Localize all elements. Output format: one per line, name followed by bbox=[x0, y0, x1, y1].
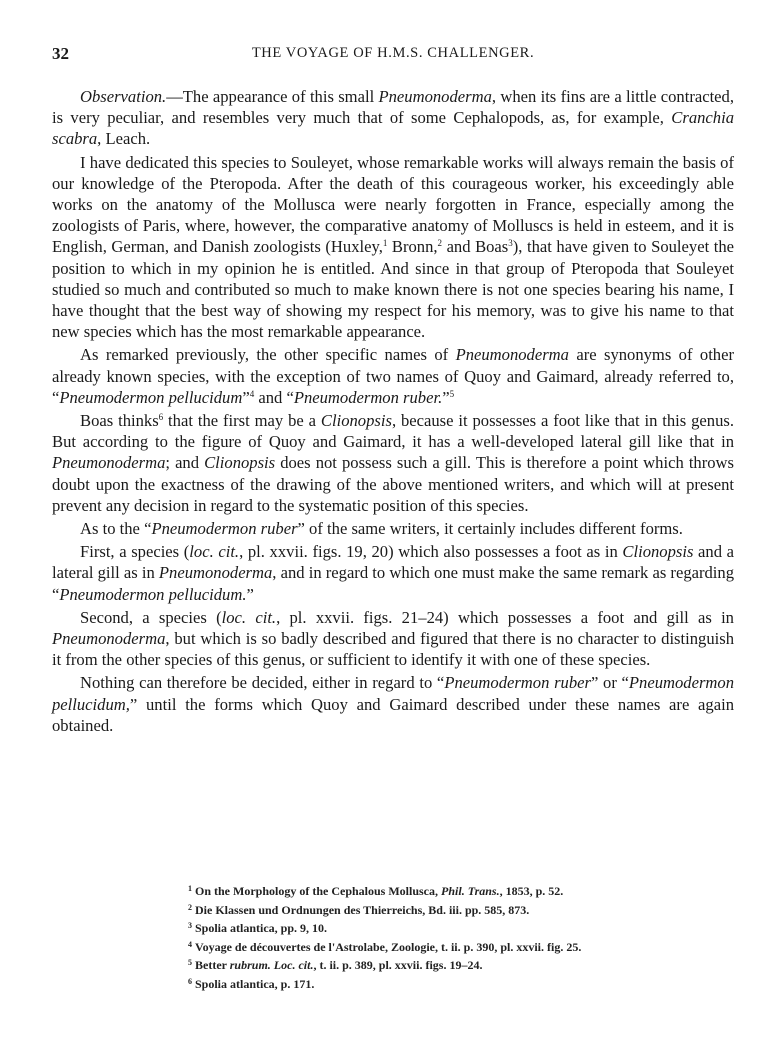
text-run: does not possess such a gill. This is therefore a point which throws doubt upon the exactness of the drawing of the above mentioned writers, and which will at present prevent any decision in regard to the systematic position of this species. bbox=[52, 453, 734, 515]
italic-text: Clionopsis bbox=[204, 453, 276, 473]
text-run: ” bbox=[242, 387, 250, 407]
text-run: and a lateral gill as in bbox=[52, 542, 735, 583]
text-run: , pl. xxvii. figs. 19, 20) which also possesses a foot as in bbox=[239, 542, 623, 562]
paragraph bbox=[52, 410, 734, 516]
text-run: ” or “ bbox=[590, 673, 629, 693]
text-run: First, a species ( bbox=[80, 542, 190, 562]
paragraph bbox=[52, 152, 734, 343]
footnote-mark: 5 bbox=[188, 958, 192, 968]
text-run: that the first may be a bbox=[163, 411, 321, 431]
italic-text: Pneumonoderma bbox=[158, 563, 273, 583]
text-run: , and in regard to which one must make the same remark as regarding “ bbox=[52, 563, 735, 604]
text-run: On the Morphology of the Cephalous Mollusca, bbox=[195, 884, 442, 898]
footnote-reference: 4 bbox=[249, 388, 255, 399]
page-header bbox=[52, 44, 734, 68]
footnote bbox=[188, 955, 658, 974]
text-run: Boas thinks bbox=[80, 411, 159, 431]
text-run: Spolia atlantica, pp. 9, 10. bbox=[195, 921, 328, 936]
footnote bbox=[188, 918, 658, 937]
text-run: ” bbox=[246, 584, 254, 604]
footnote bbox=[188, 881, 658, 900]
italic-text: Observation. bbox=[80, 87, 167, 106]
italic-text: Loc. cit. bbox=[273, 958, 314, 973]
footnote bbox=[188, 937, 658, 956]
body-text bbox=[52, 86, 734, 738]
text-run: ” until the forms which Quoy and Gaimard described under these names are again obtained. bbox=[52, 694, 734, 735]
text-run: ; and bbox=[165, 453, 205, 473]
italic-text: Phil. Trans. bbox=[441, 884, 500, 898]
text-run: , t. ii. p. 389, pl. xxvii. figs. 19–24. bbox=[313, 958, 483, 973]
italic-text: Cranchia scabra bbox=[52, 108, 734, 149]
italic-text: Pneumonoderma bbox=[455, 345, 569, 365]
paragraph bbox=[52, 607, 734, 671]
paragraph bbox=[52, 344, 734, 408]
italic-text: rubrum. bbox=[229, 958, 271, 973]
footnote-reference: 3 bbox=[508, 238, 513, 249]
footnote-reference: 2 bbox=[437, 238, 443, 249]
footnote-mark: 4 bbox=[188, 939, 192, 949]
text-run: , when its fins are a little contracted, is very peculiar, and resembles very much that of some Cephalopods, as, for example, bbox=[52, 87, 734, 128]
italic-text: Pneumodermon ruber bbox=[444, 673, 591, 693]
paragraph bbox=[52, 518, 734, 539]
text-run: Die Klassen und Ordnungen des Thierreichs, Bd. iii. pp. 585, 873. bbox=[195, 902, 530, 917]
text-run: As remarked previously, the other specific names of bbox=[80, 345, 456, 365]
italic-text: Pneumodermon ruber bbox=[151, 519, 298, 539]
text-run: Voyage de découvertes de l'Astrolabe, Zoologie, t. ii. p. 390, pl. xxvii. fig. 25. bbox=[195, 939, 582, 954]
text-run: Nothing can therefore be decided, either in regard to “ bbox=[80, 673, 445, 693]
italic-text: Pneumodermon pellucidum bbox=[59, 387, 243, 407]
footnote-reference: 6 bbox=[158, 412, 164, 423]
italic-text: Pneumonoderma bbox=[52, 629, 166, 649]
text-run: , Leach. bbox=[97, 129, 151, 149]
footnote-mark: 2 bbox=[188, 902, 192, 912]
text-run: Better bbox=[195, 958, 230, 973]
text-run: Spolia atlantica, p. 171. bbox=[195, 976, 315, 991]
italic-text: loc. cit. bbox=[189, 542, 240, 562]
footnote-mark: 1 bbox=[188, 884, 192, 893]
text-run: Second, a species ( bbox=[80, 607, 222, 627]
text-run: , but which is so badly described and figured that there is no character to distinguish it from the other species of this genus, or sufficient to identify it with one of these species. bbox=[52, 629, 734, 670]
footnote bbox=[188, 900, 658, 919]
footnote-reference: 1 bbox=[382, 238, 388, 249]
running-title: THE VOYAGE OF H.M.S. CHALLENGER. bbox=[251, 45, 535, 61]
text-run: and Boas bbox=[442, 237, 509, 257]
italic-text: Clionopsis bbox=[320, 411, 392, 431]
italic-text: Pneumodermon pellucidum, bbox=[52, 673, 734, 714]
text-run: are synonyms of other already known species, with the exception of two names of Quoy and Gaimard, already referred to, “ bbox=[52, 345, 734, 407]
text-run: —The appearance of this small bbox=[166, 87, 379, 106]
italic-text: Clionopsis bbox=[622, 542, 694, 562]
footnote bbox=[188, 974, 658, 993]
text-run: ), that have given to Souleyet the position to which in my opinion he is entitled. And since in that group of Pteropoda that Souleyet studied so much and contributed so much to make known there is not one species bearing his name, I have thought that the best way of showing my respect for his memory, was to give his name to that new species which has the most remarkable appearance. bbox=[52, 237, 734, 342]
paragraph bbox=[52, 86, 734, 150]
footnote-mark: 6 bbox=[188, 976, 192, 986]
italic-text: Pneumodermon ruber. bbox=[293, 387, 443, 407]
italic-text: Pneumonoderma bbox=[52, 453, 166, 473]
text-run: ” of the same writers, it certainly includes different forms. bbox=[297, 519, 683, 539]
text-run: , 1853, p. 52. bbox=[499, 884, 564, 898]
text-run: I have dedicated this species to Souleyet, whose remarkable works will always remain the basis of our knowledge of the Pteropoda. After the death of this courageous worker, his exceedingly able works on the anatomy of the Mollusca were nearly forgotten in France, especially among the zoologists of Paris, where, however, the comparative anatomy of Molluscs is held in esteem, and it is English, German, and Danish zoologists (Huxley, bbox=[52, 152, 734, 257]
paragraph bbox=[52, 672, 734, 736]
text-run: , pl. xxvii. figs. 21–24) which possesses a foot and gill as in bbox=[276, 607, 734, 627]
italic-text: Pneumonoderma bbox=[378, 87, 492, 106]
text-run: Bronn, bbox=[387, 237, 438, 257]
italic-text: loc. cit. bbox=[221, 607, 277, 627]
italic-text: Pneumodermon pellucidum. bbox=[59, 584, 247, 604]
footnotes bbox=[188, 881, 658, 993]
text-run: ” bbox=[442, 387, 450, 407]
text-run: and “ bbox=[254, 387, 294, 407]
text-run: , because it possesses a foot like that in this genus. But according to the figure of Quoy and Gaimard, it has a well-developed lateral gill like that in bbox=[52, 411, 734, 452]
footnote-mark: 3 bbox=[188, 921, 192, 931]
text-run: As to the “ bbox=[80, 519, 152, 539]
page-number: 32 bbox=[52, 44, 69, 63]
footnote-reference: 5 bbox=[449, 388, 455, 399]
paragraph bbox=[52, 541, 734, 605]
